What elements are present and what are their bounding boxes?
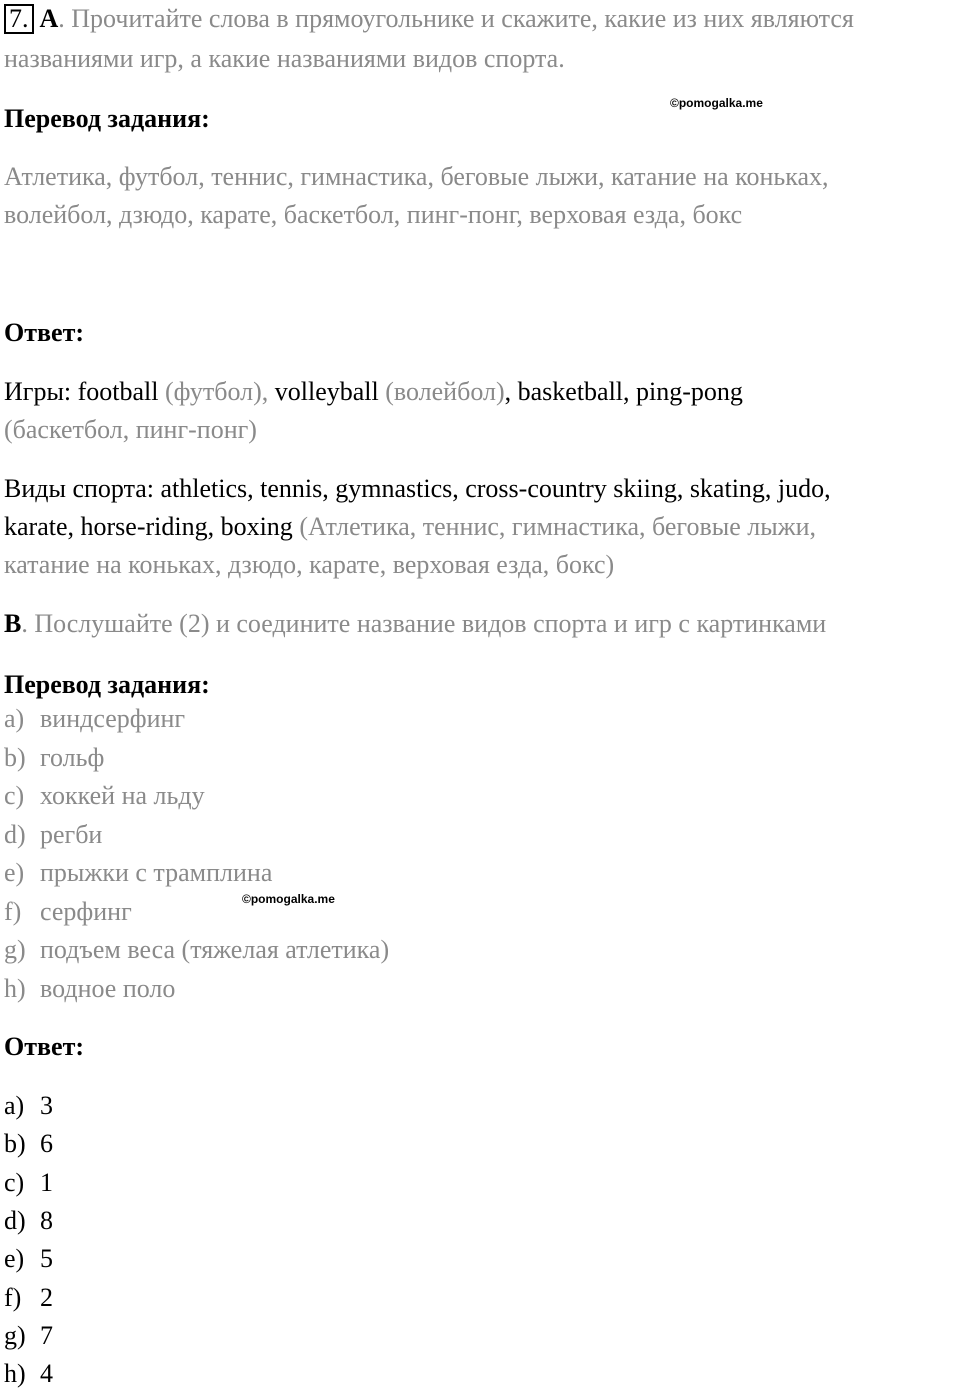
answer-b-item	[4, 1129, 53, 1159]
item-value: 1	[40, 1167, 53, 1197]
answer-b-item	[4, 1283, 53, 1313]
task-number: 7.	[4, 4, 34, 34]
sports-line2-ru: (Атлетика, теннис, гимнастика, беговые лыжи,	[299, 512, 817, 541]
item-text: хоккей на льду	[40, 781, 205, 810]
part-b-text: . Послушайте (2) и соедините название видов спорта и игр с картинками	[21, 609, 827, 638]
item-text: регби	[40, 819, 103, 849]
item-text: виндсерфинг	[40, 704, 186, 733]
games-ru3: (баскетбол, пинг-понг)	[4, 415, 257, 444]
answer-b-item	[4, 1168, 53, 1198]
item-text: водное поло	[40, 973, 176, 1003]
watermark-2: ©pomogalka.me	[242, 892, 335, 906]
games-en3: , basketball, ping-pong	[504, 377, 743, 406]
translation-b-item	[4, 858, 272, 888]
item-letter: a)	[4, 1091, 25, 1120]
answer-b-item	[4, 1244, 53, 1274]
item-letter: c)	[4, 1167, 25, 1197]
item-letter: b)	[4, 1129, 26, 1159]
translation-heading-b: Перевод задания:	[4, 670, 210, 699]
answer-heading-a: Ответ:	[4, 318, 85, 347]
item-letter: g)	[4, 1320, 26, 1350]
item-value: 6	[40, 1129, 53, 1159]
part-b-label: B	[4, 609, 22, 638]
item-value: 7	[40, 1320, 53, 1350]
games-prefix: Игры: football	[4, 377, 166, 406]
part-a-text: . Прочитайте слова в прямоугольнике и скажите, какие из них являются	[58, 4, 854, 33]
task-header	[4, 4, 854, 34]
item-letter: e)	[4, 1244, 25, 1274]
part-a-text-line2: названиями игр, а какие названиями видов спорта.	[4, 44, 565, 73]
item-letter: f)	[4, 896, 22, 926]
item-text: подъем веса (тяжелая атлетика)	[40, 935, 390, 964]
translation-b-item	[4, 781, 205, 811]
item-letter: h)	[4, 973, 26, 1003]
part-a-label: A	[39, 4, 59, 33]
watermark: ©pomogalka.me	[670, 96, 763, 110]
item-letter: c)	[4, 781, 25, 810]
sports-line3-ru: катание на коньках, дзюдо, карате, верховая езда, бокс)	[4, 550, 615, 579]
translation-a-line1: Атлетика, футбол, теннис, гимнастика, беговые лыжи, катание на коньках,	[4, 162, 829, 191]
translation-b-item	[4, 743, 104, 773]
part-b	[4, 609, 826, 639]
translation-b-item	[4, 704, 185, 734]
games-en2: volleyball	[274, 377, 386, 406]
item-value: 3	[40, 1091, 53, 1120]
sports-line1: Виды спорта: athletics, tennis, gymnastics, cross-country skiing, skating, judo,	[4, 474, 831, 503]
translation-b-item	[4, 974, 175, 1004]
games-ru2: (волейбол)	[385, 377, 505, 406]
answer-b-item	[4, 1321, 53, 1351]
translation-a-line2: волейбол, дзюдо, карате, баскетбол, пинг-понг, верховая езда, бокс	[4, 200, 743, 229]
item-letter: e)	[4, 858, 25, 887]
item-text: прыжки с трамплина	[40, 858, 273, 887]
item-letter: f)	[4, 1282, 22, 1312]
item-value: 2	[40, 1282, 53, 1312]
item-text: гольф	[40, 742, 105, 772]
translation-b-item	[4, 820, 102, 850]
answer-games-line1	[4, 377, 743, 407]
games-ru1: (футбол),	[165, 377, 275, 406]
item-letter: d)	[4, 819, 26, 849]
answer-heading-b: Ответ:	[4, 1032, 85, 1061]
translation-b-item	[4, 897, 132, 927]
item-value: 4	[40, 1359, 53, 1389]
item-letter: a)	[4, 704, 25, 733]
answer-b-item	[4, 1206, 53, 1236]
answer-b-item	[4, 1359, 53, 1389]
sports-line2-en: karate, horse-riding, boxing	[4, 512, 300, 541]
sports-line2	[4, 512, 816, 542]
answer-b-item	[4, 1091, 53, 1121]
translation-b-item	[4, 935, 389, 965]
translation-heading-a: Перевод задания:	[4, 104, 210, 133]
item-value: 8	[40, 1205, 53, 1235]
item-value: 5	[40, 1244, 53, 1274]
item-letter: g)	[4, 935, 26, 964]
item-letter: b)	[4, 742, 26, 772]
item-letter: d)	[4, 1205, 26, 1235]
item-text: серфинг	[40, 896, 132, 926]
item-letter: h)	[4, 1359, 26, 1389]
